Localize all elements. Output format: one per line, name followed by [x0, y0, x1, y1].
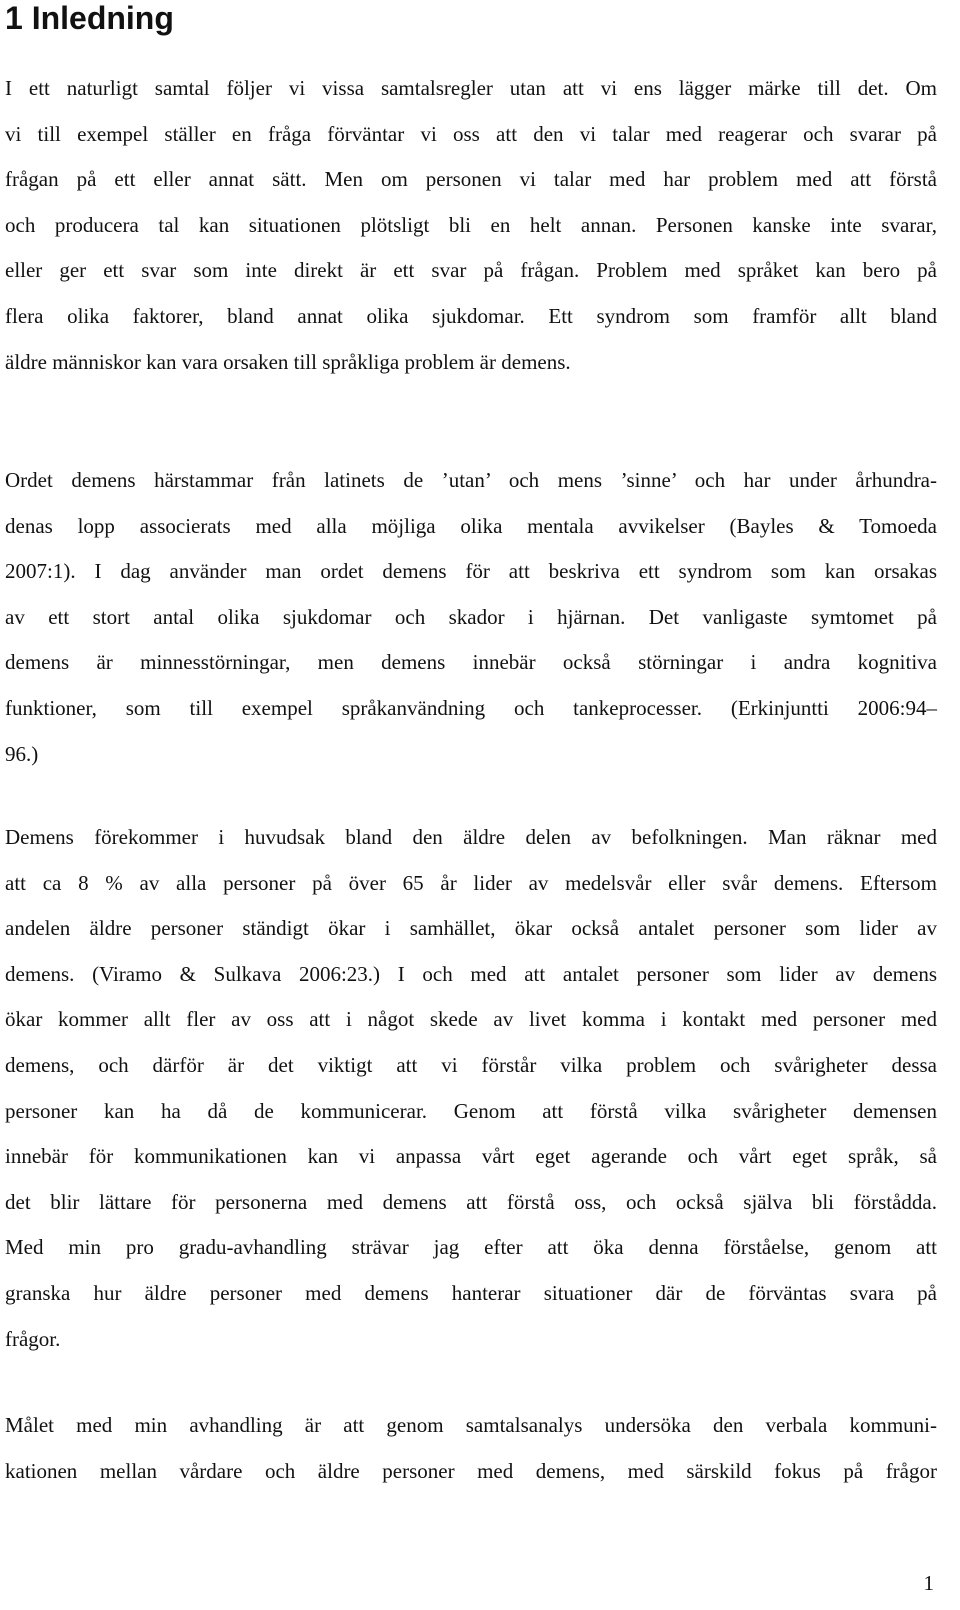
- text-line: demens. (Viramo & Sulkava 2006:23.) I och med att antalet personer som lider av demens: [5, 961, 937, 986]
- text-line: personer kan ha då de kommunicerar. Genom att förstå vilka svårigheter demensen: [5, 1098, 937, 1123]
- text-line: av ett stort antal olika sjukdomar och skador i hjärnan. Det vanligaste symtomet på: [5, 604, 937, 629]
- text-line: Ordet demens härstammar från latinets de ’utan’ och mens ’sinne’ och har under århundra-: [5, 468, 937, 492]
- text-line: demens, och därför är det viktigt att vi förstår vilka problem och svårigheter dessa: [5, 1052, 937, 1077]
- text-line: andelen äldre personer ständigt ökar i samhället, ökar också antalet personer som lider av: [5, 916, 937, 941]
- text-line: 2007:1). I dag använder man ordet demens för att beskriva ett syndrom som kan orsakas: [5, 559, 937, 584]
- text-line: Demens förekommer i huvudsak bland den äldre delen av befolkningen. Man räknar med: [5, 825, 937, 849]
- text-line: att ca 8 % av alla personer på över 65 år lider av medelsvår eller svår demens. Eftersom: [5, 870, 937, 895]
- text-line: flera olika faktorer, bland annat olika sjukdomar. Ett syndrom som framför allt bland: [5, 303, 937, 328]
- text-line: och producera tal kan situationen plötsligt bli en helt annan. Personen kanske inte svarar,: [5, 212, 937, 237]
- text-line: denas lopp associerats med alla möjliga olika mentala avvikelser (Bayles & Tomoeda: [5, 513, 937, 538]
- text-line: eller ger ett svar som inte direkt är ett svar på frågan. Problem med språket kan bero på: [5, 258, 937, 283]
- paragraph-prevalence: [5, 815, 937, 1362]
- text-line: Målet med min avhandling är att genom samtalsanalys undersöka den verbala kommuni-: [5, 1413, 937, 1437]
- text-line: frågor.: [5, 1326, 61, 1351]
- paragraph-intro: [5, 66, 937, 385]
- text-line: I ett naturligt samtal följer vi vissa samtalsregler utan att vi ens lägger märke till det. Om: [5, 76, 937, 100]
- text-line: granska hur äldre personer med demens hanterar situationer där de förväntas svara på: [5, 1280, 937, 1305]
- text-line: 96.): [5, 741, 39, 766]
- chapter-heading: 1 Inledning: [5, 0, 174, 36]
- text-line: frågan på ett eller annat sätt. Men om personen vi talar med har problem med att förstå: [5, 167, 937, 192]
- paragraph-dementia-definition: [5, 458, 937, 777]
- text-line: innebär för kommunikationen kan vi anpassa vårt eget agerande och vårt eget språk, så: [5, 1144, 937, 1169]
- text-line: demens är minnesstörningar, men demens innebär också störningar i andra kognitiva: [5, 650, 937, 675]
- text-line: funktioner, som till exempel språkanvändning och tankeprocesser. (Erkinjuntti 2006:94–: [5, 695, 937, 720]
- text-line: ökar kommer allt fler av oss att i något skede av livet komma i kontakt med personer med: [5, 1007, 937, 1032]
- page-number: 1: [923, 1571, 934, 1595]
- paragraph-aim: [5, 1403, 937, 1494]
- text-line: kationen mellan vårdare och äldre personer med demens, med särskild fokus på frågor: [5, 1458, 937, 1483]
- text-line: det blir lättare för personerna med demens att förstå oss, och också själva bli förstådda.: [5, 1189, 937, 1214]
- text-line: äldre människor kan vara orsaken till språkliga problem är demens.: [5, 349, 571, 374]
- text-line: vi till exempel ställer en fråga förväntar vi oss att den vi talar med reagerar och svarar på: [5, 121, 937, 146]
- text-line: Med min pro gradu-avhandling strävar jag efter att öka denna förståelse, genom att: [5, 1235, 937, 1260]
